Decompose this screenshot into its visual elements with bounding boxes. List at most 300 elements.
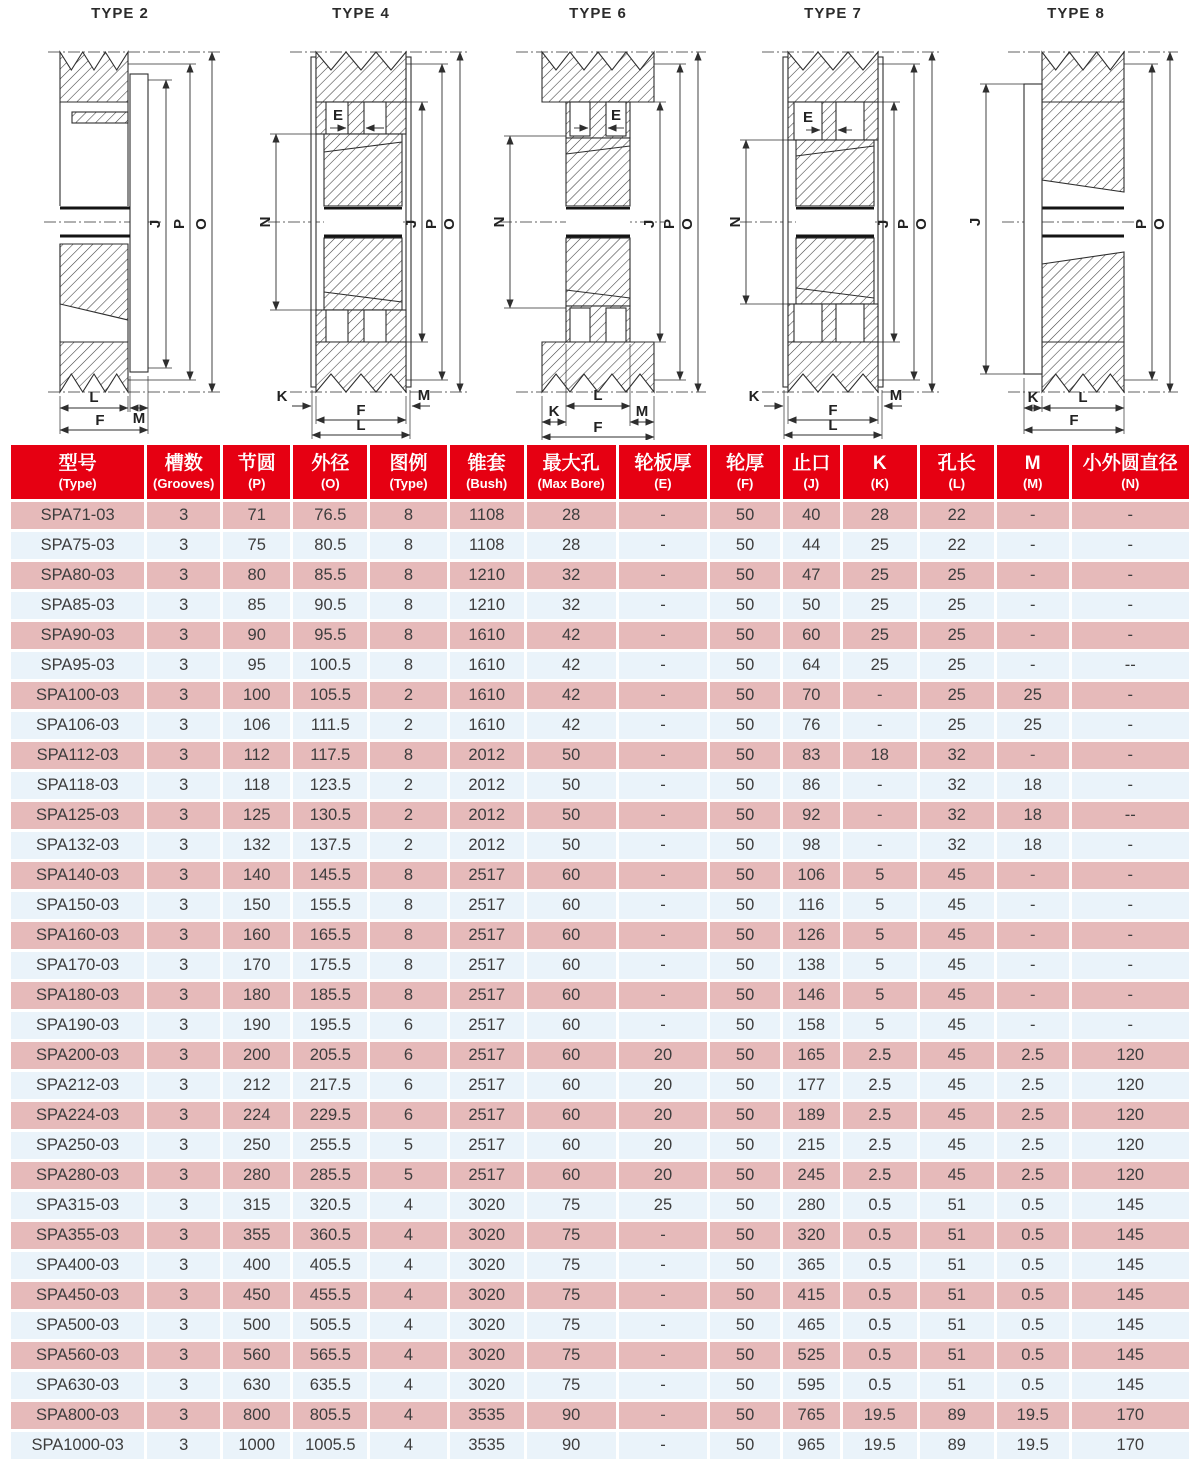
table-cell: 205.5: [293, 1042, 367, 1069]
dim-label-f: F: [356, 402, 366, 419]
table-cell: 145: [1072, 1312, 1189, 1339]
dim-label-k: K: [548, 403, 560, 420]
table-cell: -: [619, 562, 708, 589]
table-cell: SPA160-03: [11, 922, 144, 949]
table-cell: 2: [370, 682, 446, 709]
table-cell: 1210: [450, 562, 524, 589]
table-cell: 123.5: [293, 772, 367, 799]
table-cell: 95.5: [293, 622, 367, 649]
column-header: M (M): [997, 445, 1069, 499]
table-cell: SPA212-03: [11, 1072, 144, 1099]
table-cell: 76: [783, 712, 840, 739]
table-cell: 405.5: [293, 1252, 367, 1279]
column-header: 外径 (O): [293, 445, 367, 499]
table-cell: 2.5: [843, 1072, 917, 1099]
table-row: [11, 742, 1189, 769]
table-cell: 5: [843, 1012, 917, 1039]
drawing-title: TYPE 2: [91, 5, 149, 22]
table-cell: -: [619, 592, 708, 619]
pulley-type-drawings: [0, 0, 1200, 442]
table-cell: 3: [147, 742, 220, 769]
table-cell: 1610: [450, 652, 524, 679]
table-cell: 0.5: [997, 1312, 1069, 1339]
table-cell: 2517: [450, 862, 524, 889]
table-cell: 2517: [450, 1132, 524, 1159]
table-cell: 630: [223, 1372, 290, 1399]
table-cell: -: [619, 922, 708, 949]
table-cell: 5: [843, 982, 917, 1009]
drawing-title: TYPE 7: [804, 5, 862, 22]
table-cell: -: [619, 982, 708, 1009]
table-cell: 3: [147, 772, 220, 799]
table-cell: -: [619, 622, 708, 649]
table-cell: 130.5: [293, 802, 367, 829]
table-cell: 60: [527, 1042, 616, 1069]
table-cell: 126: [783, 922, 840, 949]
table-cell: 4: [370, 1372, 446, 1399]
dim-label-j: J: [403, 219, 420, 229]
table-cell: -: [619, 682, 708, 709]
table-cell: 50: [710, 742, 779, 769]
table-cell: 1610: [450, 622, 524, 649]
type-8-cross-section: [954, 0, 1190, 440]
table-cell: 50: [710, 1012, 779, 1039]
table-cell: SPA180-03: [11, 982, 144, 1009]
table-cell: 765: [783, 1402, 840, 1429]
table-cell: 51: [920, 1252, 994, 1279]
table-cell: -: [1072, 532, 1189, 559]
table-cell: 965: [783, 1432, 840, 1459]
table-cell: 1108: [450, 502, 524, 529]
table-cell: 25: [997, 712, 1069, 739]
table-row: [11, 562, 1189, 589]
dim-label-o: O: [1151, 218, 1168, 230]
table-cell: SPA95-03: [11, 652, 144, 679]
table-cell: 3: [147, 682, 220, 709]
table-cell: -: [619, 952, 708, 979]
table-cell: 32: [920, 772, 994, 799]
table-cell: 280: [223, 1162, 290, 1189]
table-row: [11, 1072, 1189, 1099]
table-cell: 3: [147, 1072, 220, 1099]
dim-label-l: L: [356, 417, 366, 434]
table-cell: 76.5: [293, 502, 367, 529]
dim-label-n: N: [257, 216, 274, 228]
table-cell: 8: [370, 892, 446, 919]
table-cell: 5: [370, 1162, 446, 1189]
table-cell: 3020: [450, 1372, 524, 1399]
table-cell: 60: [527, 1102, 616, 1129]
table-cell: 805.5: [293, 1402, 367, 1429]
dim-label-p: P: [171, 218, 188, 230]
table-cell: 85.5: [293, 562, 367, 589]
table-cell: 3020: [450, 1312, 524, 1339]
table-row: [11, 502, 1189, 529]
table-cell: SPA280-03: [11, 1162, 144, 1189]
table-cell: --: [1072, 802, 1189, 829]
table-cell: SPA500-03: [11, 1312, 144, 1339]
table-cell: 45: [920, 1162, 994, 1189]
table-cell: 3: [147, 502, 220, 529]
table-cell: 8: [370, 652, 446, 679]
table-cell: 60: [527, 1072, 616, 1099]
table-cell: 3: [147, 562, 220, 589]
dim-label-m: M: [417, 387, 431, 404]
table-cell: 50: [710, 952, 779, 979]
table-cell: 3: [147, 892, 220, 919]
table-cell: 100.5: [293, 652, 367, 679]
table-cell: SPA75-03: [11, 532, 144, 559]
table-cell: SPA132-03: [11, 832, 144, 859]
dim-label-m: M: [889, 387, 903, 404]
table-cell: 165.5: [293, 922, 367, 949]
table-cell: 2517: [450, 892, 524, 919]
table-cell: 45: [920, 1072, 994, 1099]
dim-label-m: M: [635, 403, 649, 420]
table-cell: -: [619, 892, 708, 919]
table-cell: -: [997, 952, 1069, 979]
table-cell: 2012: [450, 802, 524, 829]
table-cell: 3: [147, 1162, 220, 1189]
table-cell: -: [997, 982, 1069, 1009]
table-cell: 51: [920, 1312, 994, 1339]
table-cell: 3: [147, 1192, 220, 1219]
table-cell: -: [997, 502, 1069, 529]
table-cell: 118: [223, 772, 290, 799]
table-cell: 25: [843, 652, 917, 679]
table-cell: 111.5: [293, 712, 367, 739]
table-cell: 45: [920, 1042, 994, 1069]
table-row: [11, 1432, 1189, 1459]
column-header: 型号 (Type): [11, 445, 144, 499]
table-cell: SPA190-03: [11, 1012, 144, 1039]
drawing-title: TYPE 8: [1047, 5, 1105, 22]
table-cell: 175.5: [293, 952, 367, 979]
table-cell: -: [1072, 952, 1189, 979]
table-cell: 3535: [450, 1432, 524, 1459]
table-cell: 125: [223, 802, 290, 829]
table-cell: -: [997, 622, 1069, 649]
table-cell: 50: [710, 922, 779, 949]
table-row: [11, 1312, 1189, 1339]
table-cell: 320.5: [293, 1192, 367, 1219]
table-cell: 18: [997, 772, 1069, 799]
table-row: [11, 922, 1189, 949]
table-cell: 2517: [450, 922, 524, 949]
table-cell: 116: [783, 892, 840, 919]
table-cell: 50: [710, 1282, 779, 1309]
table-cell: 20: [619, 1132, 708, 1159]
dim-label-o: O: [193, 218, 210, 230]
table-cell: 8: [370, 592, 446, 619]
column-header: 孔长 (L): [920, 445, 994, 499]
table-cell: 75: [223, 532, 290, 559]
table-cell: 4: [370, 1222, 446, 1249]
table-row: [11, 1282, 1189, 1309]
table-cell: 360.5: [293, 1222, 367, 1249]
table-cell: 155.5: [293, 892, 367, 919]
table-cell: 0.5: [997, 1222, 1069, 1249]
table-cell: 1108: [450, 532, 524, 559]
table-cell: -: [1072, 682, 1189, 709]
table-cell: 3: [147, 1102, 220, 1129]
table-cell: 245: [783, 1162, 840, 1189]
table-cell: 2012: [450, 832, 524, 859]
table-cell: -: [619, 742, 708, 769]
table-cell: 60: [783, 622, 840, 649]
table-cell: 89: [920, 1432, 994, 1459]
table-cell: 25: [920, 682, 994, 709]
table-cell: 3: [147, 1252, 220, 1279]
table-cell: 2517: [450, 952, 524, 979]
column-header: 轮厚 (F): [710, 445, 779, 499]
table-cell: 75: [527, 1192, 616, 1219]
table-cell: -: [1072, 832, 1189, 859]
table-row: [11, 1342, 1189, 1369]
column-header: 锥套 (Bush): [450, 445, 524, 499]
table-cell: 185.5: [293, 982, 367, 1009]
type-4-cross-section: [246, 0, 482, 440]
table-cell: 3020: [450, 1282, 524, 1309]
table-cell: 2.5: [843, 1162, 917, 1189]
table-cell: 32: [920, 832, 994, 859]
table-cell: SPA450-03: [11, 1282, 144, 1309]
table-cell: 8: [370, 982, 446, 1009]
dim-label-k: K: [748, 388, 760, 405]
type-6-drawing: [482, 0, 718, 442]
table-cell: 500: [223, 1312, 290, 1339]
spec-table: [8, 442, 1192, 1462]
table-cell: SPA125-03: [11, 802, 144, 829]
column-header: 最大孔 (Max Bore): [527, 445, 616, 499]
table-cell: 18: [997, 802, 1069, 829]
table-cell: 2: [370, 832, 446, 859]
table-cell: 2.5: [843, 1102, 917, 1129]
table-cell: 4: [370, 1342, 446, 1369]
table-row: [11, 592, 1189, 619]
table-cell: 51: [920, 1282, 994, 1309]
dim-label-e: E: [332, 107, 344, 124]
table-cell: -: [619, 652, 708, 679]
table-cell: 5: [843, 952, 917, 979]
table-cell: 50: [710, 772, 779, 799]
table-cell: -: [619, 502, 708, 529]
table-cell: 2: [370, 772, 446, 799]
table-cell: 170: [1072, 1402, 1189, 1429]
table-cell: 106: [223, 712, 290, 739]
table-cell: 86: [783, 772, 840, 799]
drawing-title: TYPE 4: [332, 5, 390, 22]
table-row: [11, 1192, 1189, 1219]
table-cell: 50: [527, 802, 616, 829]
table-cell: 195.5: [293, 1012, 367, 1039]
table-cell: 50: [710, 1432, 779, 1459]
table-cell: 95: [223, 652, 290, 679]
table-cell: 50: [710, 1162, 779, 1189]
table-cell: 200: [223, 1042, 290, 1069]
table-row: [11, 952, 1189, 979]
table-cell: 50: [710, 1132, 779, 1159]
table-cell: 60: [527, 1132, 616, 1159]
table-cell: 51: [920, 1222, 994, 1249]
table-cell: 3: [147, 1432, 220, 1459]
table-cell: 50: [710, 1102, 779, 1129]
table-cell: -: [619, 1252, 708, 1279]
table-cell: 3: [147, 622, 220, 649]
table-cell: 120: [1072, 1132, 1189, 1159]
table-cell: 22: [920, 502, 994, 529]
table-cell: 89: [920, 1402, 994, 1429]
table-cell: 75: [527, 1372, 616, 1399]
table-cell: 3020: [450, 1252, 524, 1279]
table-cell: 90: [527, 1402, 616, 1429]
table-cell: 465: [783, 1312, 840, 1339]
table-cell: 2.5: [997, 1102, 1069, 1129]
table-cell: SPA106-03: [11, 712, 144, 739]
table-cell: -: [843, 832, 917, 859]
table-cell: -: [619, 1372, 708, 1399]
table-cell: 6: [370, 1102, 446, 1129]
table-cell: -: [997, 532, 1069, 559]
table-cell: 177: [783, 1072, 840, 1099]
type-6-cross-section: [482, 0, 718, 440]
table-row: [11, 1222, 1189, 1249]
table-cell: -: [997, 892, 1069, 919]
table-cell: 45: [920, 952, 994, 979]
table-row: [11, 1162, 1189, 1189]
table-cell: 45: [920, 862, 994, 889]
dim-label-k: K: [1027, 389, 1039, 406]
table-cell: 64: [783, 652, 840, 679]
table-cell: 2.5: [997, 1072, 1069, 1099]
table-cell: 1610: [450, 712, 524, 739]
table-cell: -: [843, 682, 917, 709]
table-cell: 8: [370, 742, 446, 769]
table-cell: 4: [370, 1192, 446, 1219]
table-cell: 50: [527, 772, 616, 799]
table-cell: 120: [1072, 1162, 1189, 1189]
table-row: [11, 1252, 1189, 1279]
table-cell: 138: [783, 952, 840, 979]
table-cell: 2.5: [997, 1132, 1069, 1159]
table-cell: 50: [710, 712, 779, 739]
table-cell: 50: [527, 742, 616, 769]
table-cell: 229.5: [293, 1102, 367, 1129]
table-cell: 3: [147, 1402, 220, 1429]
table-cell: 18: [843, 742, 917, 769]
table-cell: 92: [783, 802, 840, 829]
table-cell: -: [843, 712, 917, 739]
table-cell: -: [1072, 862, 1189, 889]
column-header: 节圆 (P): [223, 445, 290, 499]
table-cell: 8: [370, 622, 446, 649]
table-cell: 2517: [450, 1042, 524, 1069]
type-4-drawing: [246, 0, 482, 442]
table-cell: SPA400-03: [11, 1252, 144, 1279]
table-cell: 25: [843, 562, 917, 589]
table-cell: 28: [527, 532, 616, 559]
table-cell: 75: [527, 1282, 616, 1309]
table-cell: 3020: [450, 1342, 524, 1369]
table-row: [11, 712, 1189, 739]
table-cell: 105.5: [293, 682, 367, 709]
table-cell: 60: [527, 862, 616, 889]
table-cell: 400: [223, 1252, 290, 1279]
table-cell: 215: [783, 1132, 840, 1159]
table-cell: 50: [710, 1222, 779, 1249]
table-cell: 71: [223, 502, 290, 529]
table-cell: -: [997, 562, 1069, 589]
table-cell: 145.5: [293, 862, 367, 889]
table-cell: 2.5: [843, 1132, 917, 1159]
table-cell: SPA140-03: [11, 862, 144, 889]
table-cell: SPA355-03: [11, 1222, 144, 1249]
table-cell: 1000: [223, 1432, 290, 1459]
table-row: [11, 1132, 1189, 1159]
table-cell: -: [619, 772, 708, 799]
drawing-title: TYPE 6: [569, 5, 627, 22]
table-cell: 70: [783, 682, 840, 709]
table-cell: 25: [997, 682, 1069, 709]
table-cell: 285.5: [293, 1162, 367, 1189]
table-cell: SPA150-03: [11, 892, 144, 919]
table-cell: 0.5: [997, 1192, 1069, 1219]
table-cell: 3: [147, 862, 220, 889]
table-cell: 2517: [450, 982, 524, 1009]
table-cell: 50: [710, 1372, 779, 1399]
dim-label-l: L: [1078, 389, 1088, 406]
table-header-row: [11, 445, 1189, 499]
table-cell: 50: [710, 1252, 779, 1279]
table-cell: 80: [223, 562, 290, 589]
table-cell: 120: [1072, 1072, 1189, 1099]
table-cell: 120: [1072, 1102, 1189, 1129]
table-cell: 25: [920, 592, 994, 619]
table-cell: 75: [527, 1222, 616, 1249]
table-cell: SPA560-03: [11, 1342, 144, 1369]
dim-label-p: P: [895, 218, 912, 230]
table-cell: 25: [920, 622, 994, 649]
table-cell: 189: [783, 1102, 840, 1129]
table-cell: 3: [147, 1372, 220, 1399]
table-cell: 0.5: [997, 1252, 1069, 1279]
table-cell: 3: [147, 1282, 220, 1309]
table-row: [11, 772, 1189, 799]
column-header: 槽数 (Grooves): [147, 445, 220, 499]
table-cell: 2: [370, 712, 446, 739]
table-cell: 0.5: [997, 1372, 1069, 1399]
table-cell: 32: [920, 742, 994, 769]
table-cell: 217.5: [293, 1072, 367, 1099]
table-cell: -: [1072, 562, 1189, 589]
table-cell: 0.5: [997, 1342, 1069, 1369]
table-cell: 137.5: [293, 832, 367, 859]
table-cell: 150: [223, 892, 290, 919]
table-cell: 25: [920, 652, 994, 679]
table-cell: -: [1072, 982, 1189, 1009]
table-cell: 4: [370, 1312, 446, 1339]
table-cell: 25: [843, 532, 917, 559]
table-cell: 2.5: [997, 1042, 1069, 1069]
table-cell: 190: [223, 1012, 290, 1039]
table-cell: 315: [223, 1192, 290, 1219]
table-cell: 75: [527, 1342, 616, 1369]
table-cell: 0.5: [997, 1282, 1069, 1309]
table-cell: 1210: [450, 592, 524, 619]
table-cell: 112: [223, 742, 290, 769]
table-cell: 0.5: [843, 1282, 917, 1309]
dim-label-k: K: [276, 388, 288, 405]
